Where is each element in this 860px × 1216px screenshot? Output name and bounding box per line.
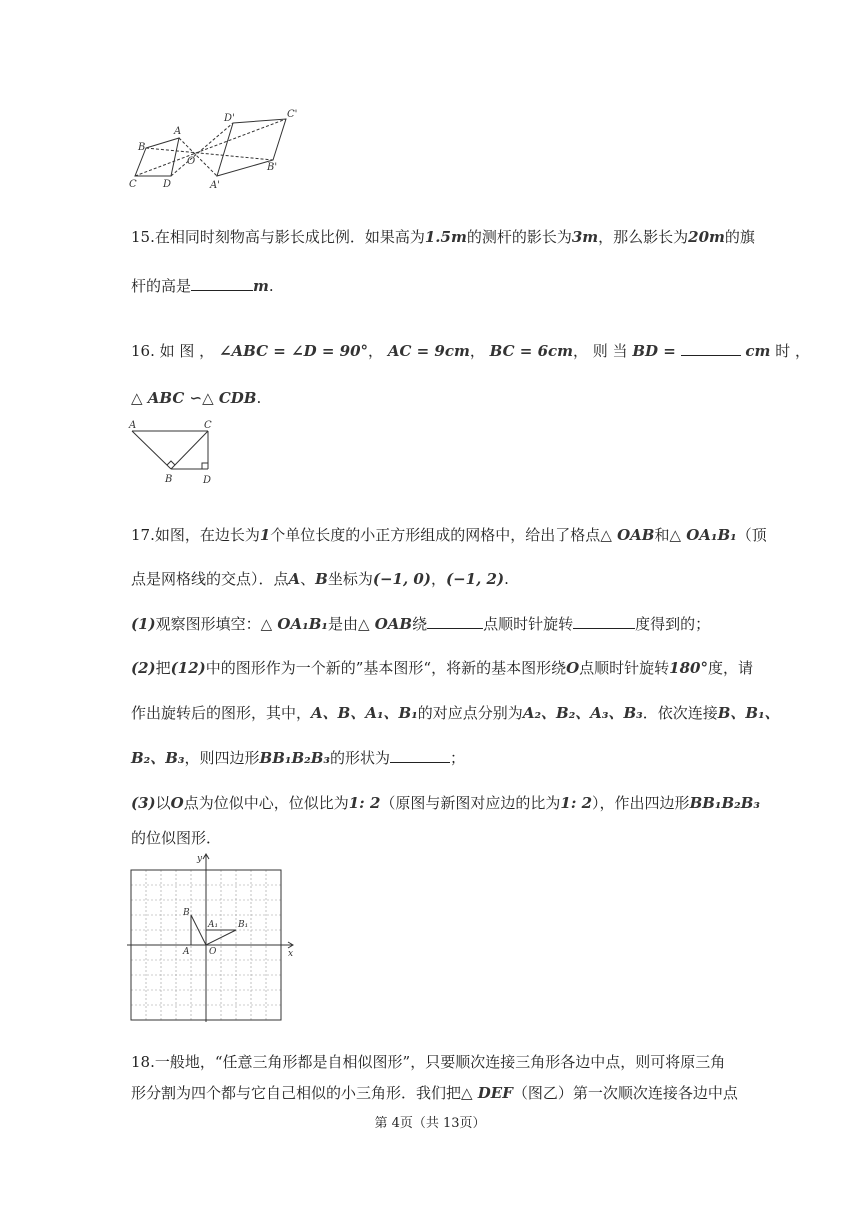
q16-label-B: B — [165, 474, 173, 485]
q17-part2-line2: 作出旋转后的图形，其中，A、B、A₁、B₁的对应点分别为A₂、B₂、A₃、B₃．依次连接B、B₁、 — [131, 704, 780, 722]
q17-p1-blank-center[interactable] — [427, 614, 483, 629]
label-D-prime: D' — [224, 113, 235, 124]
q16-angles: ∠ABC = ∠D = 90° — [218, 342, 369, 360]
q17-p2-blank-shape[interactable] — [390, 748, 450, 763]
grid-label-A1: A₁ — [208, 920, 219, 930]
q16-bd: BD = — [632, 342, 676, 360]
q15-line2: 杆的高是 m. — [131, 277, 274, 295]
q16-label-A: A — [129, 420, 137, 431]
q16-line2: △ ABC ∽△ CDB. — [131, 389, 262, 407]
figure-q16-triangles — [126, 418, 226, 490]
grid-label-A: A — [183, 947, 190, 957]
q15-height: 1.5m — [424, 228, 467, 246]
q17-part1: (1)观察图形填空：△ OA₁B₁是由△ OAB绕 点顺时针旋转 度得到的； — [131, 615, 711, 633]
q15-shadow: 3m — [571, 228, 599, 246]
q17-part3-line2: 的位似图形． — [131, 829, 222, 847]
label-A: A — [174, 126, 182, 137]
q16-bc: BC = 6cm — [489, 342, 574, 360]
label-O: O — [187, 156, 196, 167]
q15-line1: 15.在相同时刻物高与影长成比例．如果高为1.5m的测杆的影长为3m，那么影长为20m的旗 — [131, 228, 755, 246]
grid-label-B1: B₁ — [238, 920, 249, 930]
q18-line1: 18.一般地，“任意三角形都是自相似图形”，只要顺次连接三角形各边中点，则可将原三角 — [131, 1053, 726, 1071]
q16-ac: AC = 9cm — [387, 342, 470, 360]
figure-parallelogram-homothety — [125, 105, 310, 195]
label-C-prime: C' — [287, 109, 298, 120]
q16-similar: △ ABC ∽△ CDB — [131, 389, 257, 407]
page-footer: 第 4页（共 13页） — [374, 1116, 486, 1131]
label-B: B — [138, 142, 146, 153]
q17-line2: 点是网格线的交点）．点A、B坐标为(−1, 0)，(−1, 2). — [131, 570, 509, 588]
q16-label-D: D — [203, 475, 212, 486]
grid-label-y: y — [197, 854, 203, 864]
q17-line1: 17.如图，在边长为1个单位长度的小正方形组成的网格中，给出了格点△ OAB和△ OA₁B₁（顶 — [131, 526, 767, 544]
label-B-prime: B' — [267, 162, 278, 173]
figure-q17-grid — [125, 850, 300, 1025]
q17-p1-blank-degree[interactable] — [573, 614, 635, 629]
q16-line1: 16. 如 图 ， ∠ABC = ∠D = 90°， AC = 9cm， BC = 6cm， 则 当 BD = cm 时 ， — [131, 342, 810, 360]
q16-label-C: C — [204, 420, 212, 431]
q17-part2-line3: B₂、B₃，则四边形BB₁B₂B₃的形状为 ； — [131, 749, 465, 767]
q16-answer-blank[interactable] — [681, 341, 741, 356]
label-D: D — [163, 179, 172, 190]
label-A-prime: A' — [210, 180, 220, 191]
label-C: C — [129, 179, 137, 190]
grid-label-O: O — [209, 947, 217, 957]
grid-label-x: x — [288, 949, 294, 959]
q17-part2-line1: (2)把(12)中的图形作为一个新的”基本图形“，将新的基本图形绕O点顺时针旋转180°度，请 — [131, 659, 753, 677]
q15-answer-blank[interactable] — [191, 276, 253, 291]
grid-label-B: B — [183, 908, 190, 918]
q17-part3-line1: (3)以O点为位似中心，位似比为1: 2（原图与新图对应边的比为1: 2），作出四边形BB₁B₂B₃ — [131, 794, 760, 812]
q18-line2: 形分割为四个都与它自己相似的小三角形．我们把△ DEF（图乙）第一次顺次连接各边中点 — [131, 1084, 738, 1102]
q15-flag-shadow: 20m — [688, 228, 725, 246]
